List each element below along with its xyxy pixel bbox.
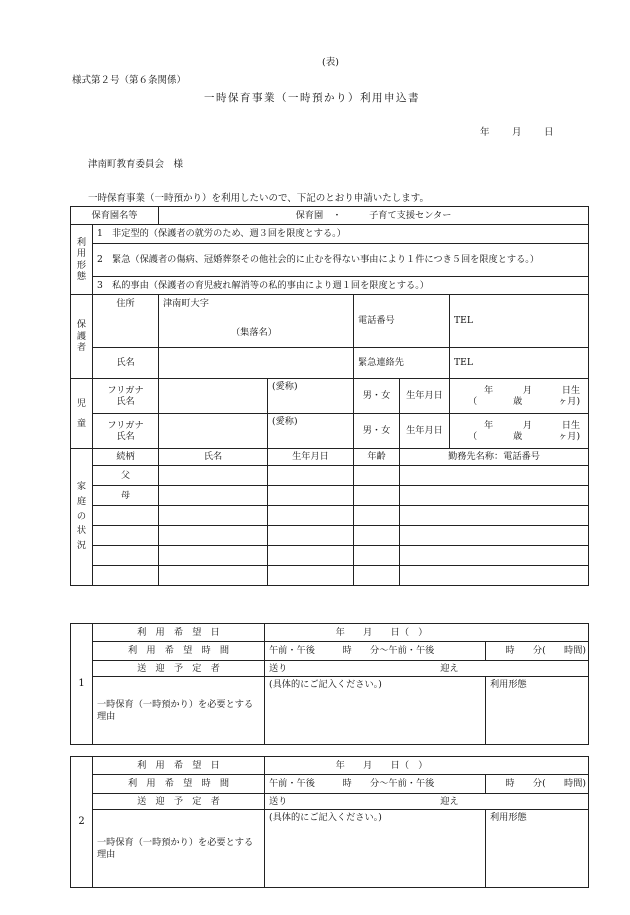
family-relation[interactable]: 父 — [93, 466, 159, 486]
family-birth[interactable] — [268, 486, 354, 506]
family-name[interactable] — [159, 546, 268, 566]
address-label: 住所 — [93, 295, 159, 348]
child-label: 児 童 — [71, 379, 93, 449]
child1-birth-label: 生年月日 — [400, 379, 450, 414]
date-year: 年 — [480, 127, 490, 138]
pick-up-label: 迎え — [440, 662, 459, 674]
request-number: 2 — [71, 757, 93, 888]
family-relation[interactable] — [93, 526, 159, 546]
usage-type-1[interactable]: 1 非定型的（保護者の就労のため、週３回を限度とする。） — [93, 225, 589, 244]
family-birth[interactable] — [268, 526, 354, 546]
family-workplace[interactable] — [400, 566, 589, 586]
family-workplace[interactable] — [400, 466, 589, 486]
family-header-age: 年齢 — [354, 449, 400, 466]
family-birth[interactable] — [268, 546, 354, 566]
family-birth[interactable] — [268, 506, 354, 526]
family-name[interactable] — [159, 486, 268, 506]
guardian-label: 保 護 者 — [71, 295, 93, 379]
family-age[interactable] — [354, 566, 400, 586]
desired-time-end[interactable]: 時 分( 時間) — [486, 775, 589, 794]
child2-furigana-label: フリガナ 氏名 — [93, 414, 159, 449]
family-relation[interactable] — [93, 546, 159, 566]
nursery-value[interactable]: 保育園 ・ 子育て支援センター — [159, 207, 589, 225]
family-age[interactable] — [354, 486, 400, 506]
usage-type-label: 利 用 形 態 — [71, 225, 93, 295]
family-age[interactable] — [354, 526, 400, 546]
usage-type-2[interactable]: 2 緊急（保護者の傷病、冠婚葬祭その他社会的に止むを得ない事由により１件につき５回を限度とする。） — [93, 244, 589, 277]
desired-time-label: 利 用 希 望 時 間 — [93, 642, 265, 661]
address-hamlet: （集落名） — [231, 326, 277, 338]
drop-off-label: 送り — [269, 662, 288, 674]
family-name[interactable] — [159, 506, 268, 526]
pick-up-label: 迎え — [440, 795, 459, 807]
family-birth[interactable] — [268, 466, 354, 486]
child2-name-field[interactable] — [159, 414, 268, 449]
desired-date-label: 利 用 希 望 日 — [93, 757, 265, 775]
usage-type-field[interactable]: 利用形態 — [486, 677, 589, 745]
pickup-field[interactable] — [265, 794, 589, 810]
child1-birth-field[interactable]: 年 月 日生 （ 歳 ヶ月) — [450, 379, 589, 414]
desired-time-label: 利 用 希 望 時 間 — [93, 775, 265, 794]
family-row — [71, 566, 589, 586]
family-workplace[interactable] — [400, 486, 589, 506]
family-workplace[interactable] — [400, 526, 589, 546]
phone-label: 電話番号 — [354, 295, 450, 348]
date-day: 日 — [544, 127, 554, 138]
reason-field[interactable]: (具体的にご記入ください。) — [265, 677, 486, 745]
application-table — [70, 206, 589, 586]
pickup-field[interactable] — [265, 661, 589, 677]
family-label: 家 庭 の 状 況 — [71, 449, 93, 586]
family-name[interactable] — [159, 526, 268, 546]
phone-field[interactable]: TEL — [450, 295, 589, 348]
side-mark: (表) — [322, 57, 339, 68]
reason-field[interactable]: (具体的にご記入ください。) — [265, 810, 486, 888]
address-field[interactable] — [159, 295, 354, 348]
date-month: 月 — [512, 127, 522, 138]
child1-name-field[interactable] — [159, 379, 268, 414]
form-number: 様式第２号（第６条関係） — [72, 75, 187, 86]
family-header-relation: 続柄 — [93, 449, 159, 466]
family-relation[interactable] — [93, 506, 159, 526]
family-workplace[interactable] — [400, 546, 589, 566]
request-number: 1 — [71, 624, 93, 745]
emergency-field[interactable]: TEL — [450, 348, 589, 379]
family-row — [71, 486, 589, 506]
child2-nickname[interactable]: (愛称) — [268, 414, 354, 449]
request-table-2 — [70, 756, 589, 888]
family-age[interactable] — [354, 506, 400, 526]
usage-type-field[interactable]: 利用形態 — [486, 810, 589, 888]
child2-birth-field[interactable]: 年 月 日生 （ 歳 ヶ月) — [450, 414, 589, 449]
family-header-birth: 生年月日 — [268, 449, 354, 466]
family-age[interactable] — [354, 546, 400, 566]
family-name[interactable] — [159, 566, 268, 586]
usage-type-3[interactable]: 3 私的事由（保護者の育児疲れ解消等の私的事由により週１回を限度とする。） — [93, 277, 589, 295]
family-row — [71, 506, 589, 526]
family-relation[interactable] — [93, 566, 159, 586]
family-workplace[interactable] — [400, 506, 589, 526]
reason-label: 一時保育（一時預かり）を必要とする理由 — [93, 677, 265, 745]
form-title: 一時保育事業（一時預かり）利用申込書 — [204, 92, 420, 104]
family-age[interactable] — [354, 466, 400, 486]
child2-birth-label: 生年月日 — [400, 414, 450, 449]
family-relation[interactable]: 母 — [93, 486, 159, 506]
address-value: 津南町大字 — [163, 298, 209, 309]
desired-date-field[interactable]: 年 月 日（ ） — [265, 757, 589, 775]
desired-date-label: 利 用 希 望 日 — [93, 624, 265, 642]
child1-furigana-label: フリガナ 氏名 — [93, 379, 159, 414]
child2-sex[interactable]: 男・女 — [354, 414, 400, 449]
family-row — [71, 526, 589, 546]
pickup-label: 送 迎 予 定 者 — [93, 661, 265, 677]
emergency-label: 緊急連絡先 — [354, 348, 450, 379]
drop-off-label: 送り — [269, 795, 288, 807]
family-name[interactable] — [159, 466, 268, 486]
child1-nickname[interactable]: (愛称) — [268, 379, 354, 414]
desired-time-start[interactable]: 午前・午後 時 分〜午前・午後 — [265, 642, 486, 661]
family-header-workplace: 勤務先名称：電話番号 — [400, 449, 589, 466]
intro-text: 一時保育事業（一時預かり）を利用したいので、下記のとおり申請いたします。 — [88, 193, 430, 204]
reason-label: 一時保育（一時預かり）を必要とする理由 — [93, 810, 265, 888]
child1-sex[interactable]: 男・女 — [354, 379, 400, 414]
family-birth[interactable] — [268, 566, 354, 586]
nursery-label: 保育園名等 — [71, 207, 159, 225]
guardian-name-label: 氏名 — [93, 348, 159, 379]
family-row — [71, 546, 589, 566]
family-header-name: 氏名 — [159, 449, 268, 466]
guardian-name-field[interactable] — [159, 348, 354, 379]
family-row — [71, 466, 589, 486]
desired-time-start[interactable]: 午前・午後 時 分〜午前・午後 — [265, 775, 486, 794]
pickup-label: 送 迎 予 定 者 — [93, 794, 265, 810]
addressee: 津南町教育委員会 様 — [88, 159, 184, 170]
desired-time-end[interactable]: 時 分( 時間) — [486, 642, 589, 661]
request-table-1 — [70, 623, 589, 745]
desired-date-field[interactable]: 年 月 日（ ） — [265, 624, 589, 642]
